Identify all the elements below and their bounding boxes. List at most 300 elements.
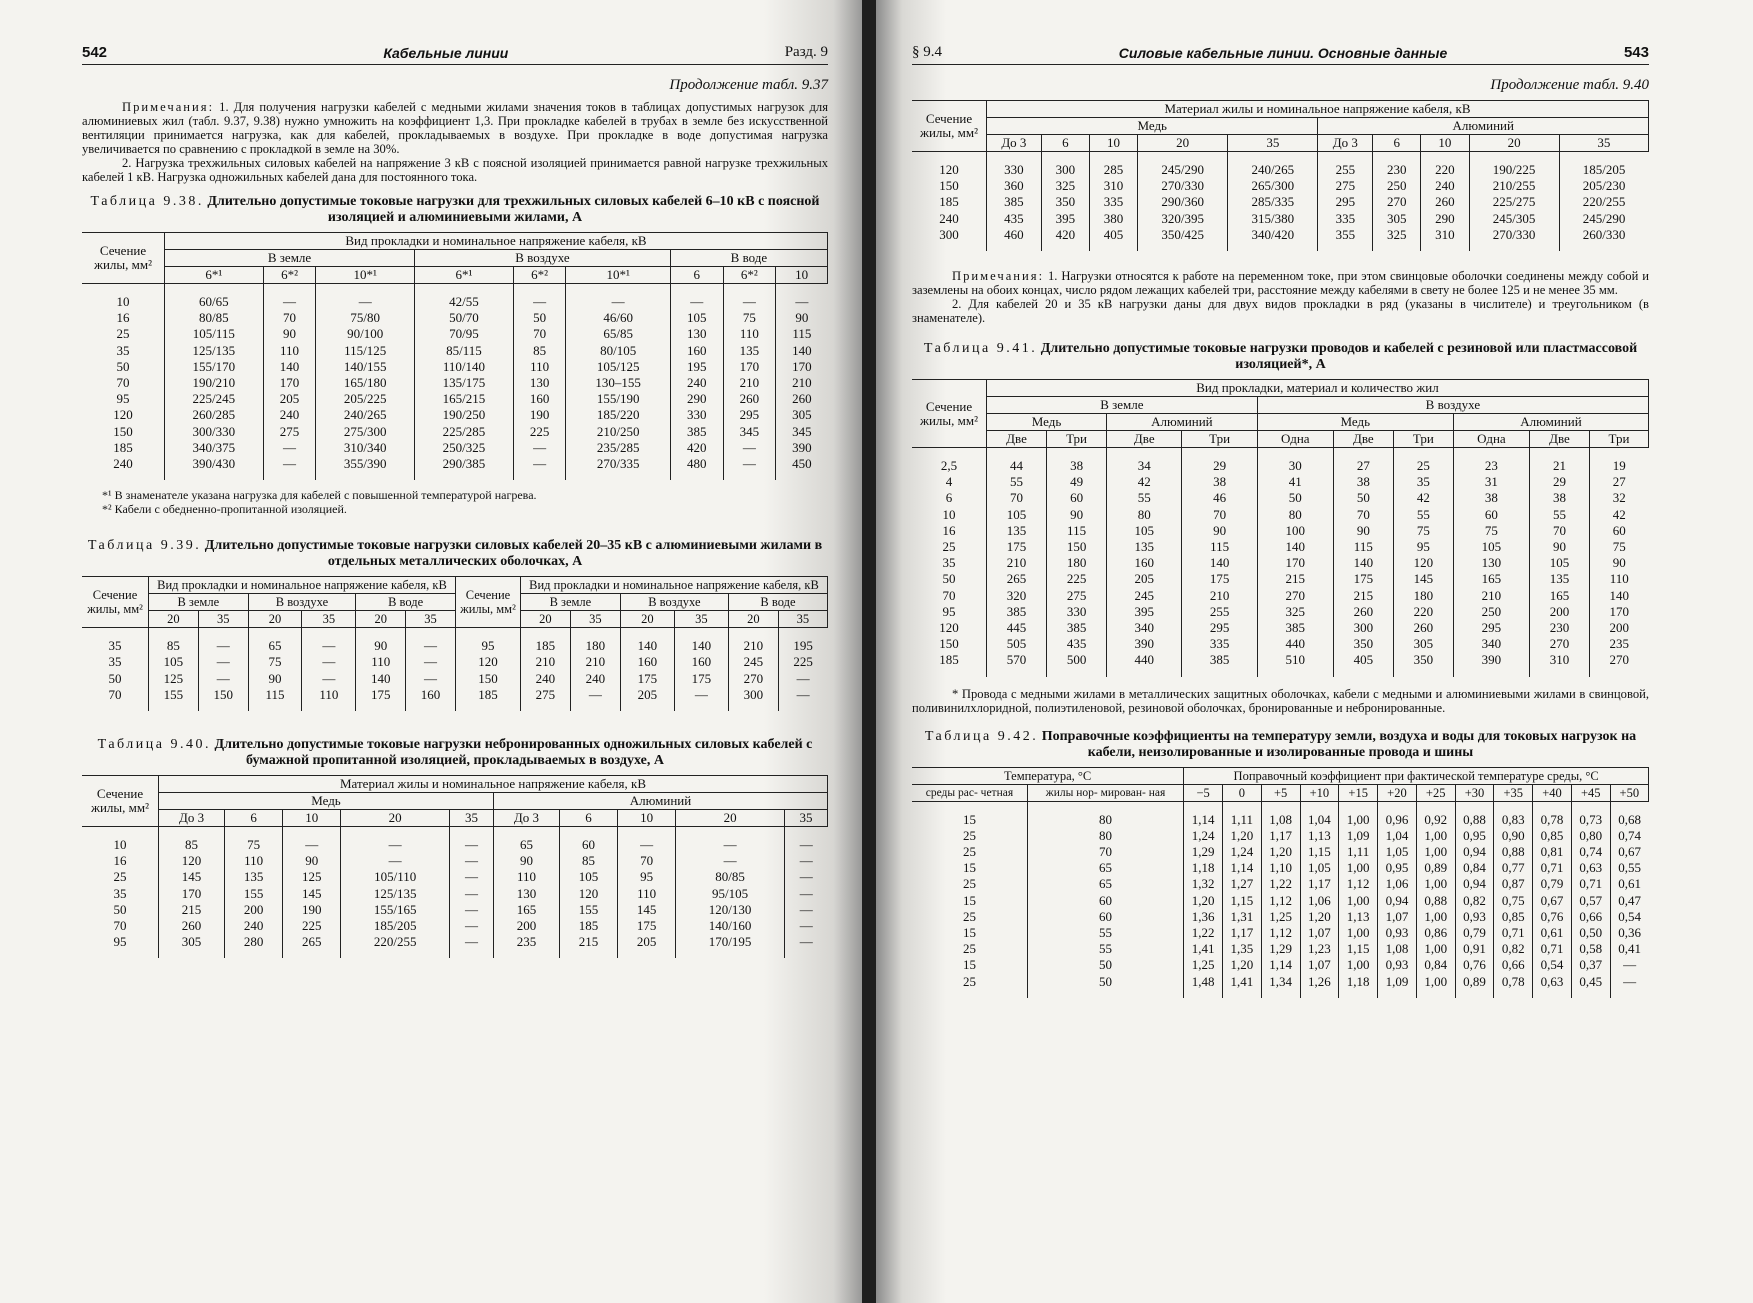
table-row: [82, 284, 828, 311]
table-row: [912, 893, 1649, 909]
table-cell: 140: [620, 628, 674, 655]
section-label: § 9.4: [912, 44, 942, 60]
column-subheader: 6: [670, 267, 723, 284]
table-cell: 260: [723, 391, 776, 407]
table-cell: 60: [1047, 490, 1107, 506]
table-cell: 140: [1257, 539, 1333, 555]
table-cell: —: [341, 853, 450, 869]
table-cell: 155/190: [566, 391, 670, 407]
table-cell: 25: [962, 876, 976, 892]
table-cell: 130: [493, 886, 559, 902]
table-cell: 65: [1027, 860, 1183, 876]
table-cell: 235: [493, 934, 559, 958]
section-label: Разд. 9: [784, 44, 828, 60]
table-cell: 0,63: [1533, 974, 1572, 998]
table-cell: —: [723, 456, 776, 480]
table-cell: 270: [1257, 588, 1333, 604]
table-cell: 115/125: [316, 343, 415, 359]
table-cell: 29: [1529, 474, 1589, 490]
table-cell: 135: [1529, 571, 1589, 587]
column-subheader: 35: [785, 810, 828, 827]
table-cell: 120: [455, 654, 520, 670]
table-cell: 170: [1589, 604, 1648, 620]
column-subheader: До 3: [1318, 135, 1373, 152]
column-subheader: 35: [1559, 135, 1648, 152]
table-cell: —: [618, 827, 676, 854]
table-caption: [82, 194, 828, 226]
table-cell: —: [776, 284, 828, 311]
table-cell: 55: [1027, 941, 1183, 957]
table-row: [912, 941, 1649, 957]
table-cell: 190: [283, 902, 341, 918]
table-cell: 420: [1041, 227, 1089, 251]
table-title: Длительно допустимые токовые нагрузки небронированных одножильных силовых кабелей с бумажной пропитанной изоляцией, прокладываемых в воздухе, А: [214, 737, 813, 769]
table-cell: 300: [728, 687, 778, 711]
column-subheader: Две: [1529, 431, 1589, 448]
table-cell: 41: [1257, 474, 1333, 490]
table-cell: 21: [1529, 448, 1589, 475]
column-subheader: 6*¹: [165, 267, 264, 284]
running-header: [82, 44, 828, 65]
table-cell: —: [1610, 957, 1648, 973]
column-subheader: 35: [450, 810, 494, 827]
note-text: 2. Для кабелей 20 и 35 кВ нагрузки даны для двух видов прокладки в ряд (указаны в числителе) и треугольником (в знаменателе).: [912, 297, 1649, 326]
table-cell: 110: [263, 343, 316, 359]
table-9-42: [912, 767, 1649, 998]
right-page: [876, 0, 1753, 1303]
table-cell: 0,85: [1494, 909, 1533, 925]
footnote: * Провода с медными жилами в металлических защитных оболочках, кабели с медными и алюминиевыми жилами в свинцовой, поливинилхлоридной, полиэтиленовой, резиновой оболочках, бронированные и небронированные.: [912, 686, 1649, 715]
table-cell: 0,58: [1571, 941, 1610, 957]
table-cell: 245/290: [1138, 152, 1228, 179]
table-cell: 1,48: [1184, 974, 1223, 998]
table-cell: 185/205: [341, 918, 450, 934]
table-cell: 175: [618, 918, 676, 934]
table-cell: 210: [520, 654, 570, 670]
table-cell: 75: [1453, 523, 1529, 539]
table-cell: —: [283, 827, 341, 854]
table-cell: —: [513, 440, 566, 456]
table-cell: 205: [620, 687, 674, 711]
table-cell: 1,06: [1300, 893, 1339, 909]
table-cell: 210/250: [566, 424, 670, 440]
column-group-header: Вид прокладки и номинальное напряжение кабеля, кВ: [149, 577, 456, 594]
table-cell: 70: [1027, 844, 1183, 860]
column-header: Сечение жилы, мм²: [82, 233, 165, 284]
table-cell: 120: [939, 620, 959, 636]
table-cell: 55: [1107, 490, 1182, 506]
table-cell: 60: [1027, 909, 1183, 925]
page-number: 542: [82, 44, 108, 61]
table-cell: 50: [513, 310, 566, 326]
table-cell: 245: [1107, 588, 1182, 604]
page-number: 543: [1623, 44, 1649, 61]
table-cell: 110: [618, 886, 676, 902]
table-cell: 35: [113, 885, 127, 901]
table-cell: 145: [283, 886, 341, 902]
column-group-header: Материал жилы и номинальное напряжение кабеля, кВ: [987, 101, 1649, 118]
table-cell: 235/285: [566, 440, 670, 456]
table-cell: 200: [493, 918, 559, 934]
column-subheader: 20: [728, 611, 778, 628]
table-cell: 270/335: [566, 456, 670, 480]
table-cell: 0,88: [1494, 844, 1533, 860]
table-cell: 170: [1257, 555, 1333, 571]
table-cell: 1,00: [1416, 909, 1455, 925]
note-paragraph: [912, 269, 1649, 297]
table-cell: 0,80: [1571, 828, 1610, 844]
table-cell: 70: [1182, 507, 1257, 523]
table-cell: 0,83: [1494, 801, 1533, 828]
table-cell: 205/230: [1559, 178, 1648, 194]
table-cell: 165: [1453, 571, 1529, 587]
column-subheader: 10: [1089, 135, 1137, 152]
table-cell: 105: [987, 507, 1047, 523]
table-cell: —: [785, 918, 828, 934]
table-row: [912, 211, 1649, 227]
table-cell: 185: [939, 194, 959, 210]
table-cell: —: [785, 934, 828, 958]
table-cell: 270: [1373, 194, 1421, 210]
table-cell: 260: [159, 918, 225, 934]
table-cell: 80: [1027, 801, 1183, 828]
table-cell: 205: [618, 934, 676, 958]
table-cell: 305: [159, 934, 225, 958]
column-subheader: 10: [618, 810, 676, 827]
table-cell: 145: [1393, 571, 1453, 587]
table-cell: 0,93: [1455, 909, 1494, 925]
table-cell: 1,14: [1223, 860, 1262, 876]
column-subheader: Три: [1589, 431, 1648, 448]
table-cell: 395: [1107, 604, 1182, 620]
table-row: [82, 827, 828, 854]
table-cell: 35: [942, 555, 956, 571]
table-cell: 390: [776, 440, 828, 456]
column-subheader: 10*¹: [566, 267, 670, 284]
table-cell: 250/325: [415, 440, 514, 456]
table-cell: 240: [939, 210, 959, 226]
table-row: [912, 620, 1649, 636]
column-header: жилы нор- мирован- ная: [1027, 784, 1183, 801]
table-cell: 135: [225, 869, 283, 885]
table-cell: 0,89: [1416, 860, 1455, 876]
table-cell: 1,20: [1300, 909, 1339, 925]
column-group-header: В воде: [728, 594, 827, 611]
table-cell: 260/330: [1559, 227, 1648, 251]
column-group-header: В воздухе: [415, 250, 671, 267]
table-cell: 1,20: [1223, 828, 1262, 844]
table-row: [82, 424, 828, 440]
table-body: [82, 284, 828, 481]
table-row: [912, 974, 1649, 998]
table-row: [912, 490, 1649, 506]
table-cell: 1,00: [1339, 801, 1378, 828]
table-row: [82, 326, 828, 342]
table-cell: 260: [776, 391, 828, 407]
table-row: [82, 934, 828, 958]
table-cell: 90: [1047, 507, 1107, 523]
table-cell: 345: [776, 424, 828, 440]
table-cell: 160: [670, 343, 723, 359]
table-cell: 0,91: [1455, 941, 1494, 957]
table-cell: 25: [962, 941, 976, 957]
table-cell: 90: [1529, 539, 1589, 555]
table-cell: 300: [939, 226, 959, 242]
table-cell: 175: [1333, 571, 1393, 587]
table-cell: 38: [1333, 474, 1393, 490]
table-cell: 280: [225, 934, 283, 958]
table-cell: 65: [1027, 876, 1183, 892]
table-cell: 125/135: [341, 886, 450, 902]
table-cell: —: [198, 671, 248, 687]
table-cell: 1,00: [1339, 925, 1378, 941]
table-cell: 240: [570, 671, 620, 687]
table-row: [912, 860, 1649, 876]
table-cell: 275: [520, 687, 570, 711]
table-cell: 435: [987, 211, 1042, 227]
column-subheader: −5: [1184, 784, 1223, 801]
table-cell: —: [450, 934, 494, 958]
table-cell: 215: [159, 902, 225, 918]
table-cell: 385: [1257, 620, 1333, 636]
table-cell: 295: [723, 407, 776, 423]
table-cell: 1,23: [1300, 941, 1339, 957]
notes-label: Примечания:: [122, 100, 215, 114]
table-cell: 0,94: [1378, 893, 1417, 909]
table-cell: 240: [113, 456, 133, 472]
table-cell: 300: [1333, 620, 1393, 636]
table-cell: 130: [1453, 555, 1529, 571]
table-cell: 80/85: [165, 310, 264, 326]
table-cell: 205: [263, 391, 316, 407]
table-body: [82, 827, 828, 959]
table-cell: 225: [513, 424, 566, 440]
table-cell: 4: [945, 474, 953, 490]
table-cell: 260/285: [165, 407, 264, 423]
table-cell: 140: [1182, 555, 1257, 571]
table-cell: 1,00: [1416, 941, 1455, 957]
table-cell: 90/100: [316, 326, 415, 342]
column-subheader: 20: [341, 810, 450, 827]
table-cell: 450: [776, 456, 828, 480]
table-cell: 245/305: [1469, 211, 1559, 227]
table-row: [82, 456, 828, 480]
column-group-header: Поправочный коэффициент при фактической температуре среды, °С: [1184, 767, 1649, 784]
table-cell: 360: [987, 178, 1042, 194]
column-subheader: 6*²: [723, 267, 776, 284]
table-9-40-continued: [912, 100, 1649, 251]
table-cell: —: [778, 687, 827, 711]
table-row: [912, 604, 1649, 620]
table-row: [82, 918, 828, 934]
table-9-39: [82, 576, 828, 711]
column-subheader: 10: [776, 267, 828, 284]
table-row: [912, 227, 1649, 251]
footnote: *² Кабели с обедненно-пропитанной изоляцией.: [102, 502, 347, 517]
table-cell: 35: [116, 342, 130, 358]
table-cell: 0,96: [1378, 801, 1417, 828]
table-cell: 175: [987, 539, 1047, 555]
table-cell: 0,92: [1416, 801, 1455, 828]
table-cell: 255: [1182, 604, 1257, 620]
table-cell: 95: [113, 934, 127, 950]
table-cell: 42: [1589, 507, 1648, 523]
table-cell: —: [785, 853, 828, 869]
table-cell: 1,05: [1300, 860, 1339, 876]
table-cell: 135/175: [415, 375, 514, 391]
table-cell: 29: [1182, 448, 1257, 475]
table-cell: 0,61: [1533, 925, 1572, 941]
table-cell: 0,74: [1610, 828, 1648, 844]
table-cell: 170: [159, 886, 225, 902]
table-cell: 1,00: [1416, 828, 1455, 844]
table-cell: 1,34: [1261, 974, 1300, 998]
table-cell: 140: [1333, 555, 1393, 571]
table-cell: 390/430: [165, 456, 264, 480]
table-cell: 140: [356, 671, 406, 687]
table-cell: 46/60: [566, 310, 670, 326]
table-cell: 295: [1453, 620, 1529, 636]
table-cell: 170: [776, 359, 828, 375]
table-cell: 1,09: [1339, 828, 1378, 844]
column-subheader: До 3: [493, 810, 559, 827]
table-cell: 19: [1589, 448, 1648, 475]
table-cell: 25: [962, 973, 976, 989]
table-cell: —: [450, 902, 494, 918]
table-cell: 16: [116, 310, 130, 326]
table-cell: 130: [670, 326, 723, 342]
table-cell: 1,17: [1223, 925, 1262, 941]
table-cell: 390: [1107, 636, 1182, 652]
column-group-header: В воде: [356, 594, 456, 611]
table-cell: —: [1610, 974, 1648, 998]
table-cell: 27: [1589, 474, 1648, 490]
table-cell: 230: [1373, 152, 1421, 179]
table-cell: 350: [1041, 194, 1089, 210]
table-cell: 1,10: [1261, 860, 1300, 876]
table-cell: 1,13: [1339, 909, 1378, 925]
table-row: [912, 876, 1649, 892]
table-cell: 265/300: [1228, 178, 1318, 194]
table-cell: 275: [1318, 178, 1373, 194]
table-cell: 0,94: [1455, 876, 1494, 892]
table-row: [82, 375, 828, 391]
table-cell: —: [341, 827, 450, 854]
table-cell: 240/265: [316, 407, 415, 423]
table-cell: 180: [1047, 555, 1107, 571]
table-cell: 150: [939, 178, 959, 194]
table-cell: —: [406, 671, 456, 687]
table-cell: 90: [1333, 523, 1393, 539]
table-cell: 10: [116, 294, 130, 309]
column-subheader: +40: [1533, 784, 1572, 801]
table-cell: 140: [776, 343, 828, 359]
table-row: [82, 886, 828, 902]
table-cell: —: [316, 284, 415, 311]
table-cell: 38: [1182, 474, 1257, 490]
table-label: Таблица 9.39.: [87, 538, 202, 554]
table-cell: —: [785, 886, 828, 902]
table-cell: 240: [670, 375, 723, 391]
table-cell: —: [263, 284, 316, 311]
table-row: [82, 869, 828, 885]
table-cell: 0,57: [1571, 893, 1610, 909]
column-subheader: 6*²: [513, 267, 566, 284]
table-cell: 0,88: [1416, 893, 1455, 909]
table-caption: [912, 341, 1649, 373]
column-subheader: 20: [248, 611, 302, 628]
table-cell: —: [778, 671, 827, 687]
table-cell: 0,45: [1571, 974, 1610, 998]
table-cell: 50/70: [415, 310, 514, 326]
table-cell: 220/255: [341, 934, 450, 958]
table-cell: 0,71: [1533, 941, 1572, 957]
column-subheader: Одна: [1257, 431, 1333, 448]
table-cell: 50: [113, 901, 127, 917]
table-cell: 215: [559, 934, 617, 958]
table-cell: 105: [1107, 523, 1182, 539]
table-cell: 105/115: [165, 326, 264, 342]
column-subheader: 35: [406, 611, 456, 628]
table-cell: 95/105: [676, 886, 785, 902]
table-cell: 0,37: [1571, 957, 1610, 973]
column-group-header: Медь: [1257, 414, 1453, 431]
table-row: [82, 310, 828, 326]
table-cell: —: [198, 628, 248, 655]
table-cell: —: [450, 869, 494, 885]
table-cell: 270/330: [1138, 178, 1228, 194]
table-cell: 175: [674, 671, 728, 687]
table-cell: 1,15: [1339, 941, 1378, 957]
table-cell: 25: [116, 326, 130, 342]
table-cell: 70: [116, 375, 130, 391]
table-cell: 185: [939, 652, 959, 668]
table-cell: —: [302, 628, 356, 655]
table-cell: 105: [1453, 539, 1529, 555]
table-cell: 50: [1257, 490, 1333, 506]
table-cell: 70: [113, 918, 127, 934]
table-cell: 1,31: [1223, 909, 1262, 925]
table-cell: 1,08: [1261, 801, 1300, 828]
table-cell: 1,11: [1339, 844, 1378, 860]
table-cell: 0,93: [1378, 925, 1417, 941]
table-label: Таблица 9.38.: [90, 194, 204, 209]
table-cell: 0,77: [1494, 860, 1533, 876]
table-row: [82, 853, 828, 869]
table-cell: 120: [159, 853, 225, 869]
table-cell: 285/335: [1228, 194, 1318, 210]
table-row: [82, 687, 828, 711]
table-cell: 355/390: [316, 456, 415, 480]
table-cell: 175: [620, 671, 674, 687]
note-text: 1. Для получения нагрузки кабелей с медными жилами значения токов в таблицах допустимых нагрузок для алюминиевых жил (табл. 9.37, 9.38) нужно умножить на коэффициент 1,3. При прокладке кабелей в трубах в земле без искусственной вентиляции принимается нагрузка, как для кабелей, прокладываемых в воздухе. При прокладке в воде допустимая нагрузка увеличивается по сравнению с прокладкой в земле на 30%.: [82, 100, 828, 156]
table-cell: 210: [1453, 588, 1529, 604]
table-cell: 185: [559, 918, 617, 934]
table-cell: 1,22: [1261, 876, 1300, 892]
table-cell: 405: [1089, 227, 1137, 251]
table-cell: 135: [723, 343, 776, 359]
table-cell: 0,71: [1571, 876, 1610, 892]
table-cell: 85: [559, 853, 617, 869]
table-cell: 1,12: [1339, 876, 1378, 892]
table-9-38: [82, 232, 828, 480]
table-cell: 15: [962, 925, 976, 941]
table-cell: 55: [987, 474, 1047, 490]
table-cell: 0,54: [1533, 957, 1572, 973]
table-cell: 1,26: [1300, 974, 1339, 998]
table-cell: 505: [987, 636, 1047, 652]
table-cell: 70: [942, 587, 956, 603]
